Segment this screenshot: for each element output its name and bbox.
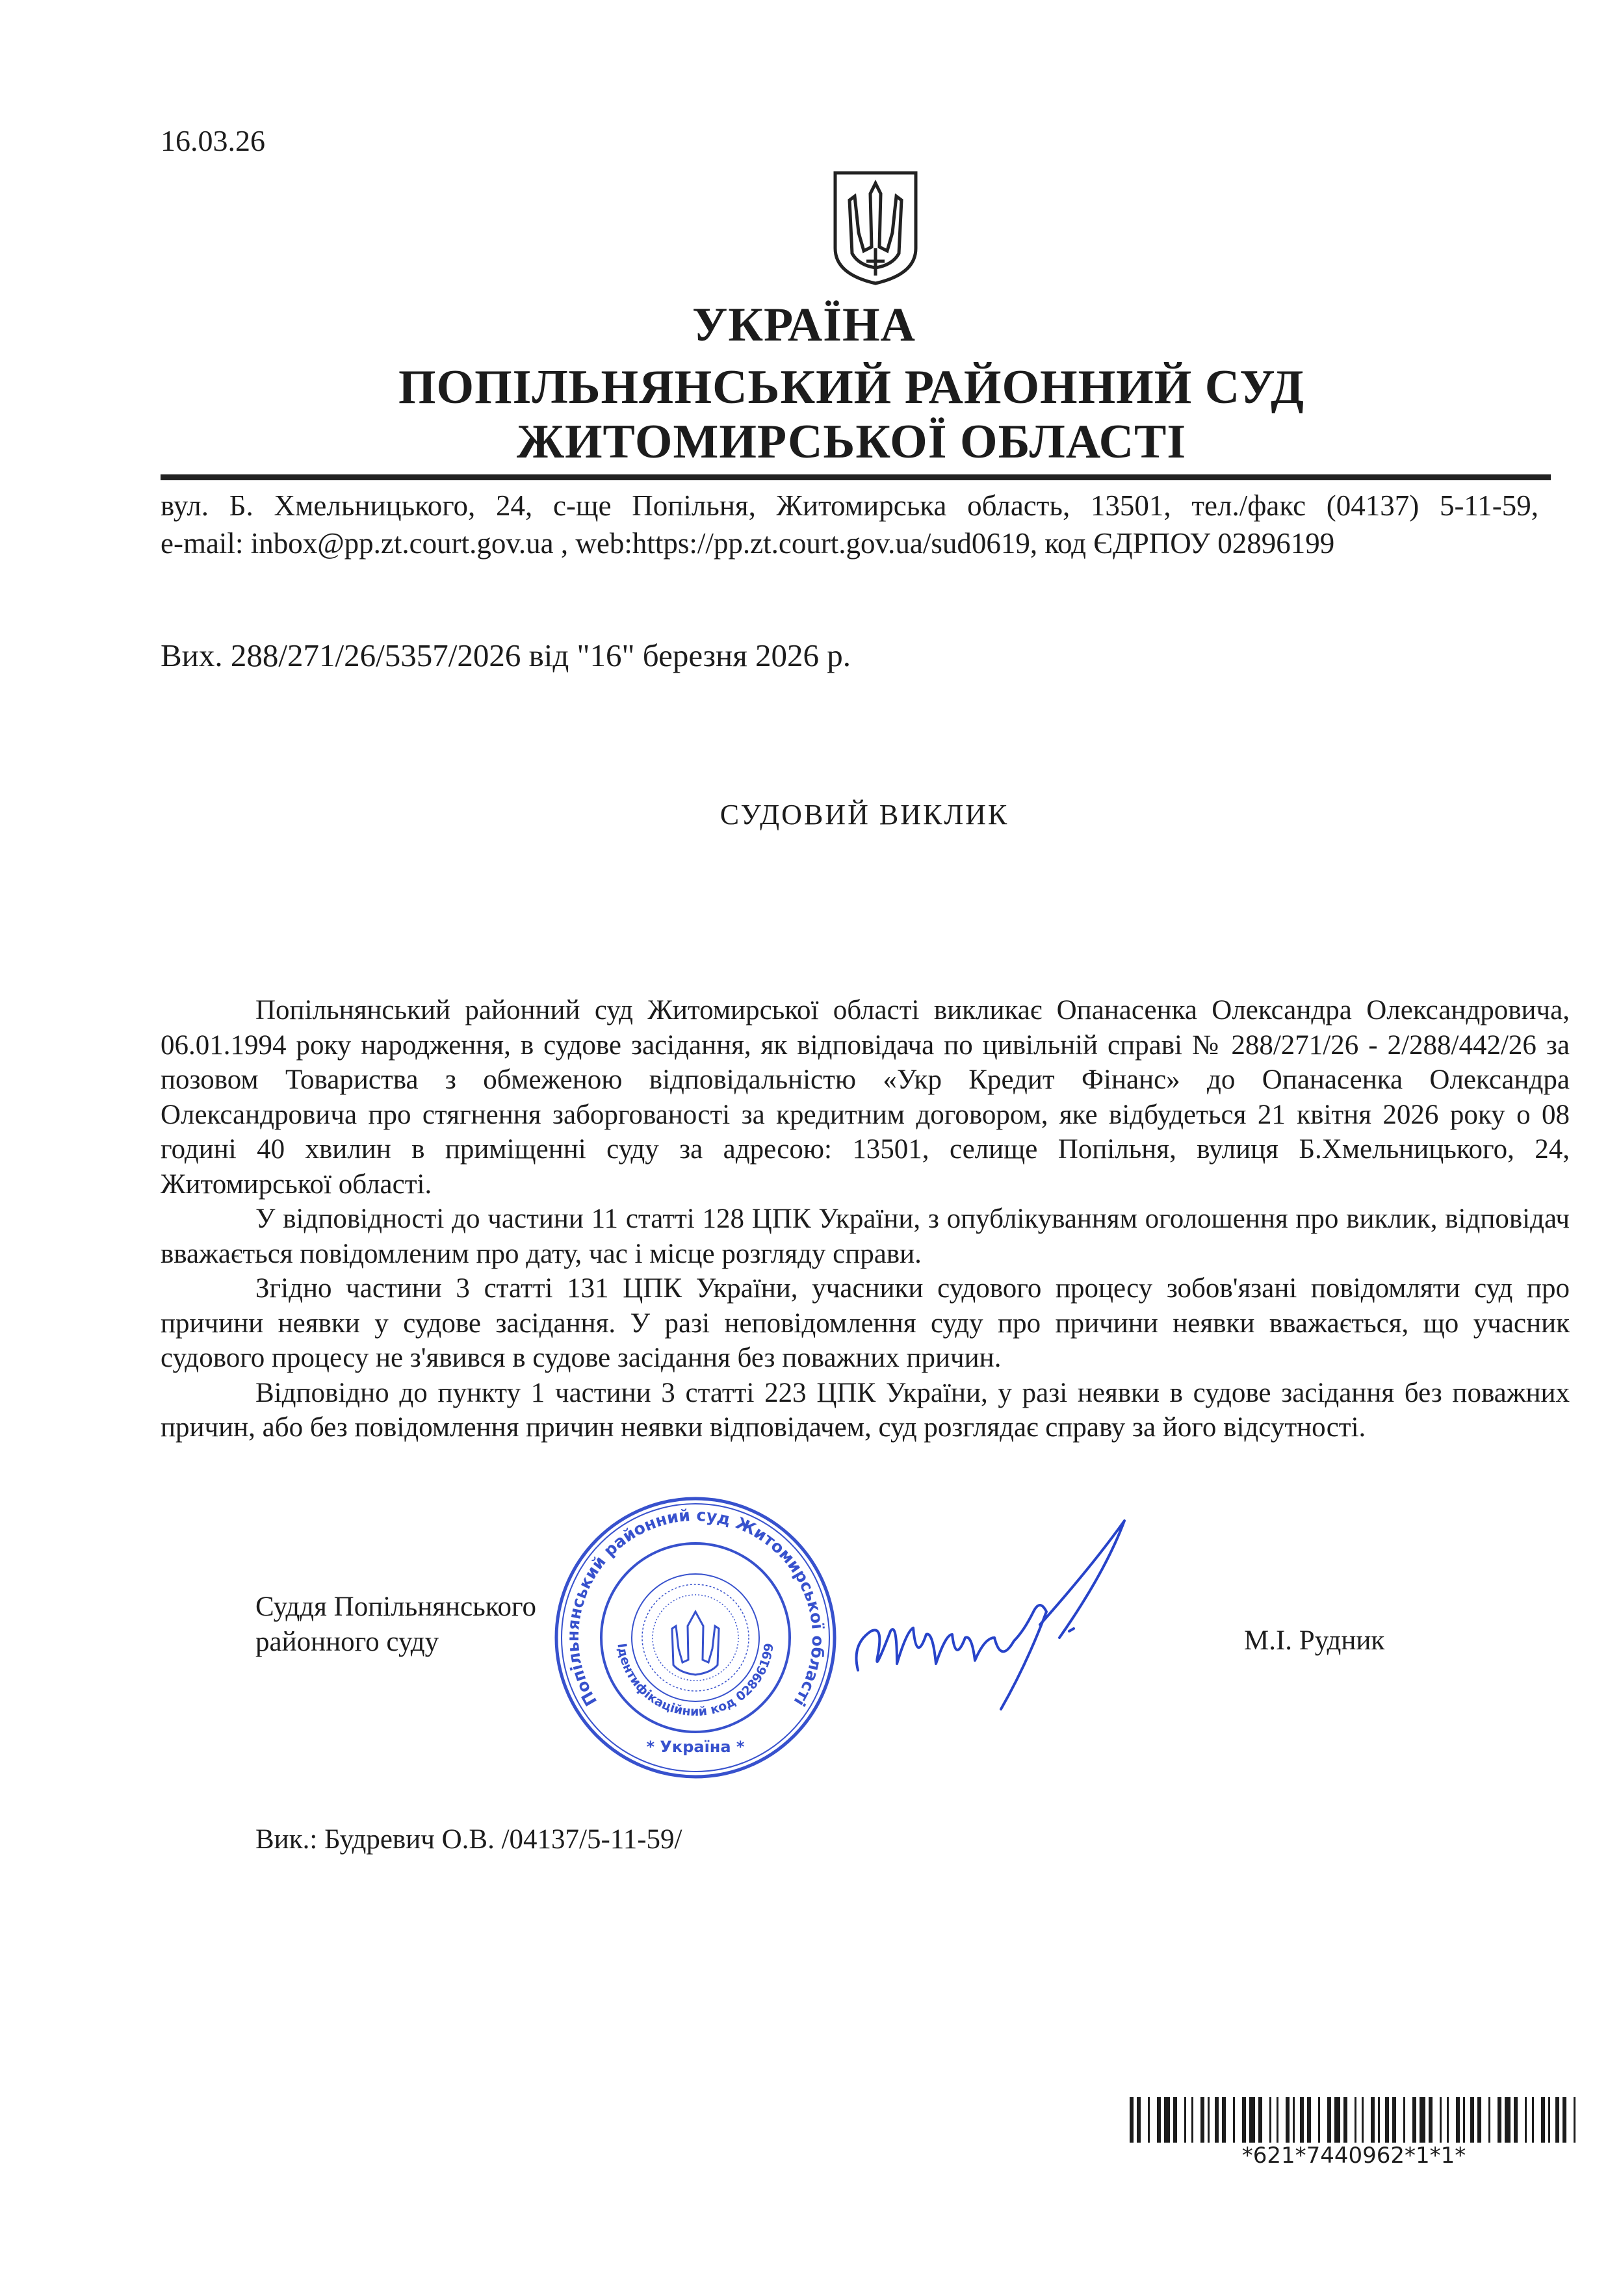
barcode-bar	[1392, 2097, 1396, 2143]
barcode-bar	[1318, 2097, 1320, 2143]
barcode-bar	[1403, 2097, 1405, 2143]
stamp-outer-text: Попільнянський районний суд Житомирської області	[563, 1505, 828, 1710]
barcode-bar	[1327, 2097, 1331, 2143]
barcode-bar	[1555, 2097, 1559, 2143]
document-title: СУДОВИЙ ВИКЛИК	[720, 799, 1009, 831]
stamp-inner-text: Ідентифікаційний код 02896199	[614, 1642, 777, 1720]
barcode-bar	[1378, 2097, 1380, 2143]
barcode-bar	[1334, 2097, 1340, 2143]
judge-position-line2: районного суду	[255, 1627, 439, 1657]
stamp-bottom-text: * Україна *	[646, 1738, 745, 1756]
barcode-bar	[1477, 2097, 1481, 2143]
document-date: 16.03.26	[161, 124, 265, 157]
barcode-bar	[1215, 2097, 1219, 2143]
barcode-bar	[1300, 2097, 1304, 2143]
barcode-bar	[1164, 2097, 1170, 2143]
paragraph: Попільнянський районний суд Житомирської області викликає Опанасенка Олександра Олександровича, 06.01.1994 року народження, в судове засідання, як відповідача по цивільній справі № 288/271/26 - 2/288/442/26 за позовом Товариства з обмеженою відповідальністю «Укр Кредит Фінанс» до Опанасенка Олександра Олександровича про стягнення заборгованості за кредитним договором, яке відбудеться 21 квітня 2026 року о 08 годині 40 хвилин в приміщенні суду за адресою: 13501, селище Попільня, вулиця Б.Хмельницького, 24, Житомирської області.	[161, 995, 1570, 1200]
barcode-bar	[1525, 2097, 1527, 2143]
barcode-bar	[1574, 2097, 1576, 2143]
barcode-bar	[1563, 2097, 1566, 2143]
barcode	[1130, 2097, 1578, 2143]
document-body	[161, 993, 1570, 1445]
barcode-bar	[1371, 2097, 1375, 2143]
barcode-bar	[1355, 2097, 1356, 2143]
barcode-bar	[1184, 2097, 1186, 2143]
barcode-bar	[1385, 2097, 1389, 2143]
barcode-bar	[1191, 2097, 1193, 2143]
court-seal-stamp	[552, 1495, 838, 1781]
coat-of-arms-icon	[833, 170, 918, 286]
barcode-bar	[1249, 2097, 1255, 2143]
barcode-bar	[1429, 2097, 1433, 2143]
barcode-bar	[1343, 2097, 1347, 2143]
svg-text:Ідентифікаційний код 02896199	[614, 1642, 776, 1719]
barcode-bar	[1233, 2097, 1235, 2143]
barcode-bar	[1498, 2097, 1501, 2143]
barcode-bar	[1541, 2097, 1545, 2143]
barcode-bar	[1456, 2097, 1460, 2143]
barcode-bar	[1242, 2097, 1246, 2143]
barcode-bar	[1362, 2097, 1364, 2143]
barcode-bar	[1463, 2097, 1465, 2143]
barcode-bar	[1440, 2097, 1442, 2143]
barcode-bar	[1488, 2097, 1490, 2143]
barcode-bar	[1258, 2097, 1262, 2143]
header-divider	[161, 474, 1551, 480]
barcode-bar	[1548, 2097, 1550, 2143]
barcode-bar	[1307, 2097, 1311, 2143]
header-court: ПОПІЛЬНЯНСЬКИЙ РАЙОННИЙ СУД	[398, 361, 1304, 414]
barcode-number: *621*7440962*1*1*	[1241, 2143, 1466, 2169]
court-address: вул. Б. Хмельницького, 24, с-ще Попільня, Житомирська область, 13501, тел./факс (04137) 5-11-59,	[161, 489, 1538, 522]
court-contacts: e-mail: inbox@pp.zt.court.gov.ua , web:https://pp.zt.court.gov.ua/sud0619, код ЄДРПОУ 02896199	[161, 527, 1335, 560]
handwritten-signature	[845, 1514, 1215, 1716]
paragraph: Відповідно до пункту 1 частини 3 статті 223 ЦПК України, у разі неявки в судове засідання без поважних причин, або без повідомлення причин неявки відповідачем, суд розглядає справу за його відсутності.	[161, 1377, 1570, 1443]
barcode-bar	[1470, 2097, 1474, 2143]
outgoing-number: Вих. 288/271/26/5357/2026 від "16" березня 2026 р.	[161, 638, 851, 673]
barcode-bar	[1200, 2097, 1204, 2143]
paragraph: Згідно частини 3 статті 131 ЦПК України, учасники судового процесу зобов'язані повідомляти суд про причини неявки у судове засідання. У разі неповідомлення суду про причини неявки вважається, що учасник судового процесу не з'явився в судове засідання без поважних причин.	[161, 1273, 1570, 1373]
barcode-bar	[1148, 2097, 1150, 2143]
barcode-bar	[1277, 2097, 1278, 2143]
paragraph: У відповідності до частини 11 статті 128 ЦПК України, з опублікуванням оголошення про виклик, відповідач вважається повідомленим про дату, час і місце розгляду справи.	[161, 1204, 1570, 1269]
barcode-bar	[1447, 2097, 1449, 2143]
header-region: ЖИТОМИРСЬКОЇ ОБЛАСТІ	[516, 415, 1187, 469]
barcode-bar	[1532, 2097, 1534, 2143]
barcode-bar	[1269, 2097, 1271, 2143]
barcode-bar	[1286, 2097, 1290, 2143]
judge-position-line1: Суддя Попільнянського	[255, 1592, 537, 1622]
barcode-bar	[1293, 2097, 1295, 2143]
header-country: УКРАЇНА	[692, 298, 916, 352]
barcode-bar	[1130, 2097, 1134, 2143]
judge-position	[255, 1590, 536, 1660]
barcode-bar	[1514, 2097, 1518, 2143]
barcode-bar	[1222, 2097, 1226, 2143]
svg-text:Попільнянський районний суд Жи	[564, 1506, 827, 1710]
barcode-bar	[1420, 2097, 1425, 2143]
executor-info: Вик.: Будревич О.В. /04137/5-11-59/	[255, 1824, 682, 1855]
barcode-bar	[1412, 2097, 1416, 2143]
barcode-bar	[1208, 2097, 1210, 2143]
judge-name: М.І. Рудник	[1244, 1625, 1385, 1656]
barcode-bar	[1157, 2097, 1161, 2143]
barcode-bar	[1137, 2097, 1141, 2143]
barcode-bar	[1173, 2097, 1177, 2143]
barcode-bar	[1505, 2097, 1511, 2143]
